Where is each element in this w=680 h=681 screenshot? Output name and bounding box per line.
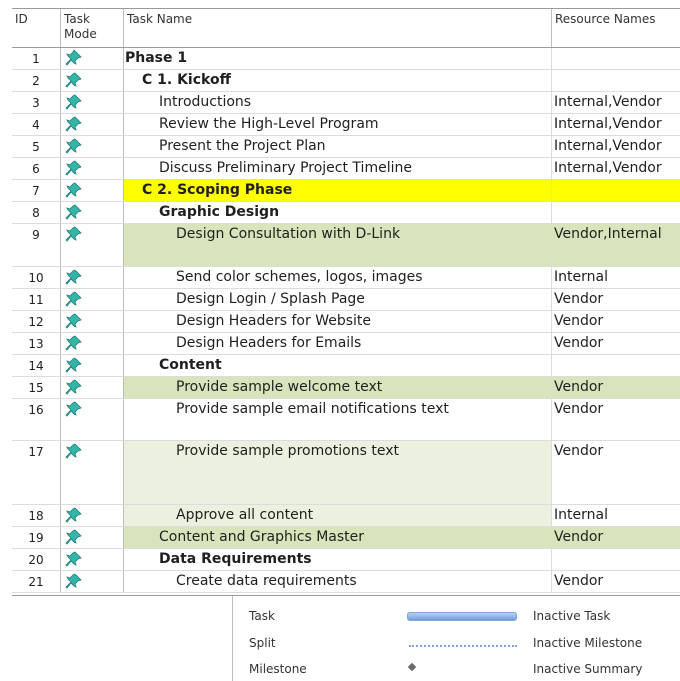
task-name-cell[interactable]: Send color schemes, logos, images [124,267,552,288]
legend-milestone-label: Milestone [249,662,307,676]
task-mode-cell[interactable] [61,527,124,548]
pushpin-icon [65,138,83,154]
table-row[interactable] [12,114,680,136]
column-header-row [12,8,680,48]
task-name-cell[interactable]: Phase 1 [124,48,552,69]
legend-inactive-milestone-label: Inactive Milestone [533,636,643,650]
resource-names-cell[interactable]: Vendor [554,443,604,459]
task-mode-cell[interactable] [61,92,124,113]
resource-names-cell[interactable] [552,70,680,91]
pushpin-icon [65,182,83,198]
legend-task-label: Task [249,609,275,623]
table-row[interactable] [12,377,680,399]
legend-inactive-task-label: Inactive Task [533,609,611,623]
pushpin-icon [65,379,83,395]
table-row[interactable] [12,289,680,311]
table-row[interactable] [12,48,680,70]
table-row[interactable] [12,571,680,593]
task-name-cell[interactable]: Graphic Design [124,202,552,223]
table-row[interactable] [12,70,680,92]
task-mode-cell[interactable] [61,224,124,266]
task-mode-cell[interactable] [61,267,124,288]
task-name-cell[interactable]: Create data requirements [124,571,552,592]
row-id: 7 [12,180,61,201]
resource-names-cell[interactable] [552,355,680,376]
row-id: 5 [12,136,61,157]
table-row[interactable] [12,267,680,289]
task-mode-cell[interactable] [61,399,124,440]
resource-names-cell[interactable]: Vendor [554,573,604,589]
resource-names-cell[interactable] [552,549,680,570]
legend-inactive-summary-label: Inactive Summary [533,662,643,676]
pushpin-icon [65,160,83,176]
row-id: 6 [12,158,61,179]
task-mode-cell[interactable] [61,289,124,310]
task-mode-cell[interactable] [61,202,124,223]
task-mode-cell[interactable] [61,136,124,157]
legend-divider [232,596,233,681]
task-mode-cell[interactable] [61,70,124,91]
task-name-cell[interactable]: Review the High-Level Program [124,114,552,135]
pushpin-icon [65,551,83,567]
task-mode-cell[interactable] [61,180,124,201]
row-id: 8 [12,202,61,223]
legend-split-label: Split [249,636,276,650]
resource-names-cell[interactable]: Vendor [554,313,604,329]
resource-names-cell[interactable]: Vendor [554,291,604,307]
pushpin-icon [65,94,83,110]
table-row[interactable] [12,399,680,441]
legend-split-line [409,645,517,647]
row-id: 15 [12,377,61,398]
row-id: 1 [12,48,61,69]
resource-names-cell[interactable]: Internal,Vendor [554,138,662,154]
row-id: 11 [12,289,61,310]
task-name-cell[interactable]: Content and Graphics Master [124,527,552,548]
task-name-cell[interactable]: C 1. Kickoff [124,70,552,91]
pushpin-icon [65,401,83,417]
row-id: 16 [12,399,61,440]
row-id: 3 [12,92,61,113]
row-id: 20 [12,549,61,570]
legend-panel [12,595,680,681]
pushpin-icon [65,116,83,132]
task-name-cell[interactable]: Provide sample promotions text [124,441,552,504]
pushpin-icon [65,335,83,351]
gantt-table [12,8,680,593]
task-mode-cell[interactable] [61,333,124,354]
pushpin-icon [65,226,83,242]
pushpin-icon [65,507,83,523]
table-row[interactable] [12,158,680,180]
pushpin-icon [65,357,83,373]
column-header-task-mode-line2: Mode [64,27,97,41]
pushpin-icon [65,313,83,329]
column-header-task-name[interactable] [124,9,552,47]
task-name-cell[interactable]: C 2. Scoping Phase [124,180,552,201]
column-header-id-label: ID [15,12,28,26]
task-mode-cell[interactable] [61,441,124,504]
resource-names-cell[interactable]: Internal [554,507,608,523]
task-name-cell[interactable]: Data Requirements [124,549,552,570]
task-mode-cell[interactable] [61,505,124,526]
column-header-resource-names[interactable] [552,9,680,47]
task-mode-cell[interactable] [61,355,124,376]
resource-names-cell[interactable]: Internal [554,269,608,285]
task-mode-cell[interactable] [61,549,124,570]
task-mode-cell[interactable] [61,311,124,332]
column-header-id[interactable] [12,9,61,47]
pushpin-icon [65,204,83,220]
pushpin-icon [65,50,83,66]
resource-names-cell[interactable]: Internal,Vendor [554,160,662,176]
task-name-cell[interactable]: Present the Project Plan [124,136,552,157]
table-row[interactable] [12,549,680,571]
table-row[interactable] [12,333,680,355]
resource-names-cell[interactable]: Vendor,Internal [552,224,680,266]
row-id: 21 [12,571,61,592]
pushpin-icon [65,72,83,88]
pushpin-icon [65,269,83,285]
column-header-task-mode-line1: Task [64,12,90,26]
task-name-cell[interactable]: Design Headers for Emails [124,333,552,354]
legend-task-bar [407,612,517,621]
resource-names-cell[interactable]: Vendor [552,527,680,548]
task-name-cell[interactable]: Design Headers for Website [124,311,552,332]
resource-names-cell[interactable]: Vendor [554,401,604,417]
column-header-task-mode[interactable] [61,9,124,47]
table-row[interactable] [12,355,680,377]
row-id: 17 [12,441,61,504]
table-row[interactable] [12,505,680,527]
task-name-cell[interactable]: Design Consultation with D-Link [124,224,552,266]
resource-names-cell[interactable]: Vendor [552,377,680,398]
row-id: 2 [12,70,61,91]
resource-names-cell[interactable] [552,48,680,69]
table-row[interactable] [12,136,680,158]
table-row[interactable] [12,92,680,114]
row-id: 19 [12,527,61,548]
task-mode-cell[interactable] [61,114,124,135]
table-row[interactable] [12,311,680,333]
column-header-resource-names-label: Resource Names [555,12,656,26]
resource-names-cell[interactable]: Internal,Vendor [554,94,662,110]
row-id: 14 [12,355,61,376]
resource-names-cell[interactable] [552,180,680,201]
row-id: 9 [12,224,61,266]
task-name-cell[interactable]: Discuss Preliminary Project Timeline [124,158,552,179]
row-id: 4 [12,114,61,135]
table-row[interactable] [12,202,680,224]
row-id: 12 [12,311,61,332]
task-name-cell[interactable]: Design Login / Splash Page [124,289,552,310]
resource-names-cell[interactable] [552,202,680,223]
task-name-cell[interactable]: Introductions [124,92,552,113]
task-name-cell[interactable]: Approve all content [124,505,552,526]
table-row[interactable] [12,224,680,267]
row-id: 18 [12,505,61,526]
task-mode-cell[interactable] [61,377,124,398]
task-mode-cell[interactable] [61,158,124,179]
row-id: 10 [12,267,61,288]
task-name-cell[interactable]: Provide sample email notifications text [124,399,552,440]
row-id: 13 [12,333,61,354]
table-row[interactable] [12,180,680,202]
pushpin-icon [65,573,83,589]
table-row[interactable] [12,527,680,549]
pushpin-icon [65,443,83,459]
task-mode-cell[interactable] [61,571,124,592]
resource-names-cell[interactable]: Vendor [554,335,604,351]
resource-names-cell[interactable]: Internal,Vendor [554,116,662,132]
pushpin-icon [65,291,83,307]
column-header-task-name-label: Task Name [127,12,193,26]
task-mode-cell[interactable] [61,48,124,69]
task-name-cell[interactable]: Provide sample welcome text [124,377,552,398]
milestone-diamond-icon [408,663,416,671]
table-row[interactable] [12,441,680,505]
pushpin-icon [65,529,83,545]
task-name-cell[interactable]: Content [124,355,552,376]
